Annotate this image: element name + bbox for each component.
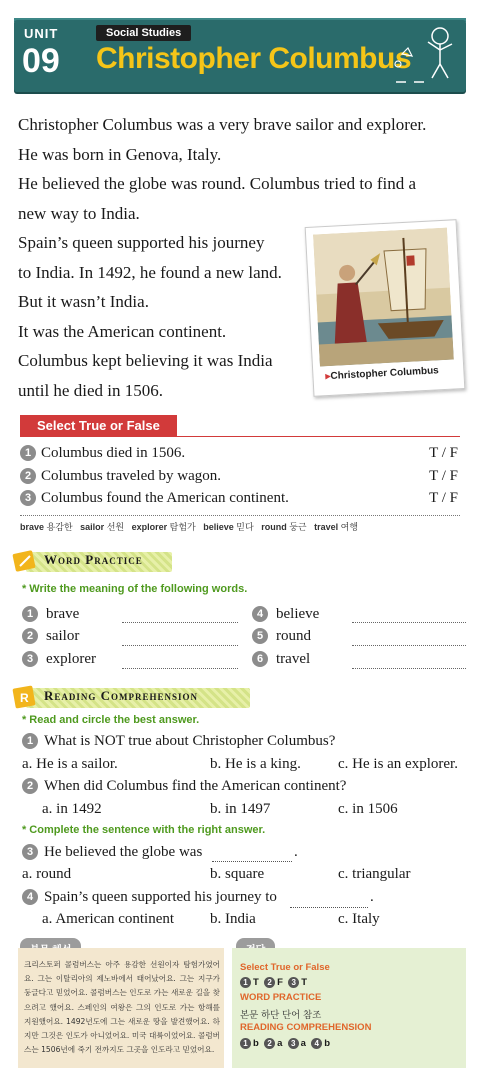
q4-period: . (370, 889, 374, 905)
wp-answer-line-4[interactable] (352, 622, 466, 623)
q3-option-c[interactable]: c. triangular (338, 866, 411, 882)
asterisk-icon: * (22, 824, 27, 836)
caption-arrow-icon: ▸ (325, 370, 331, 383)
question-2: 2 When did Columbus find the American continent? (22, 778, 346, 795)
reading-line-9: Columbus kept believing it was India (18, 351, 273, 370)
q4-option-c[interactable]: c. Italy (338, 911, 380, 927)
photo-caption: ▸Christopher Columbus (325, 365, 440, 383)
tf-choice[interactable]: T / F (429, 490, 458, 506)
true-false-divider (20, 436, 460, 437)
reading-comprehension-header (12, 684, 252, 710)
q3-blank[interactable] (212, 861, 292, 862)
rc-instruction-1: * Read and circle the best answer. (22, 714, 200, 726)
q2-option-c[interactable]: c. in 1506 (338, 801, 398, 817)
answer-rc-heading: READING COMPREHENSION (240, 1022, 372, 1033)
wp-answer-line-6[interactable] (352, 668, 466, 669)
word-practice-title: Word Practice (44, 552, 143, 567)
number-badge: 3 (20, 490, 36, 506)
q4-blank[interactable] (290, 907, 368, 908)
wp-item-4: 4 believe (252, 606, 319, 623)
q4-option-b[interactable]: b. India (210, 911, 256, 927)
wp-answer-line-5[interactable] (352, 645, 466, 646)
q2-option-b[interactable]: b. in 1497 (210, 801, 271, 817)
reading-line-10: until he died in 1506. (18, 381, 163, 400)
word-practice-header (12, 548, 172, 574)
wp-answer-line-3[interactable] (122, 668, 238, 669)
tf-item-3: 3 Columbus found the American continent. T / F (20, 490, 460, 507)
rc-instruction-2: * Complete the sentence with the right answer. (22, 824, 266, 836)
reading-line-4: new way to India. (18, 204, 140, 223)
answer-tf-heading: Select True or False (240, 962, 330, 973)
book-icon (12, 684, 38, 710)
q3-option-a[interactable]: a. round (22, 866, 72, 882)
tf-choice[interactable]: T / F (429, 468, 458, 484)
unit-label: UNIT (24, 26, 59, 41)
reading-comprehension-title: Reading Comprehension (44, 688, 199, 703)
page-title: Christopher Columbus (96, 42, 412, 75)
tf-choice[interactable]: T / F (429, 445, 458, 461)
subject-badge: Social Studies (96, 25, 191, 41)
q2-option-a[interactable]: a. in 1492 (42, 801, 102, 817)
reading-line-7: But it wasn’t India. (18, 292, 149, 311)
question-1: 1 What is NOT true about Christopher Columbus? (22, 733, 335, 750)
true-false-heading: Select True or False (20, 415, 177, 436)
question-4: 4 Spain’s queen supported his journey to (22, 889, 277, 906)
svg-text:R: R (20, 691, 29, 705)
number-badge: 2 (20, 468, 36, 484)
number-badge: 1 (20, 445, 36, 461)
q1-option-b[interactable]: b. He is a king. (210, 756, 301, 772)
q1-option-a[interactable]: a. He is a sailor. (22, 756, 118, 772)
stick-figure-icon (388, 24, 460, 86)
reading-line-8: It was the American continent. (18, 322, 227, 341)
reading-line-1: Christopher Columbus was a very brave sailor and explorer. (18, 115, 427, 134)
asterisk-icon: * (22, 714, 27, 726)
asterisk-icon: * (22, 583, 27, 595)
vocab-list: brave 용감한 sailor 선원 explorer 탐험가 believe 믿다 round 둥근 travel 여행 (20, 522, 359, 532)
question-3: 3 He believed the globe was (22, 844, 202, 861)
pencil-icon (12, 548, 38, 574)
answer-tf-list: 1 T 2 F 3 T (240, 977, 307, 988)
tf-item-1: 1 Columbus died in 1506. T / F (20, 445, 460, 462)
answer-wp-heading: WORD PRACTICE (240, 992, 322, 1003)
tf-item-2: 2 Columbus traveled by wagon. T / F (20, 468, 460, 485)
wp-answer-line-1[interactable] (122, 622, 238, 623)
answer-wp-note: 본문 하단 단어 참조 (240, 1010, 322, 1021)
q1-option-c[interactable]: c. He is an explorer. (338, 756, 458, 772)
columbus-illustration (313, 228, 454, 367)
reading-line-6: to India. In 1492, he found a new land. (18, 263, 282, 282)
wp-item-5: 5 round (252, 628, 311, 645)
wp-item-2: 2 sailor (22, 628, 79, 645)
columbus-photo (305, 219, 466, 397)
wp-answer-line-2[interactable] (122, 645, 238, 646)
q3-period: . (294, 844, 298, 860)
vocab-divider (20, 515, 460, 516)
reading-line-5: Spain’s queen supported his journey (18, 233, 265, 252)
q4-option-a[interactable]: a. American continent (42, 911, 175, 927)
wp-item-6: 6 travel (252, 651, 310, 668)
translation-text: 크리스토퍼 콜럼버스는 아주 용감한 선원이자 탐험가였어요. 그는 이탈리아의 제노바에서 태어났어요. 그는 지구가 둥글다고 믿었어요. 콜럼버스는 인도로 가는 새로운 길을 찾으려고 했어요. 스페인의 여왕은 그의 인도로 가는 항해를 지원했어요. 1492년도에 그는 새로운 땅을 발견했어요. 하지만 그것은 인도가 아니었어요. 미국 대륙이었어요. 콜럼버스는 1506년에 죽기 전까지도 그곳을 인도라고 믿었어요. (24, 960, 220, 1055)
reading-line-2: He was born in Genova, Italy. (18, 145, 222, 164)
wp-item-1: 1 brave (22, 606, 79, 623)
word-practice-instruction: * Write the meaning of the following words. (22, 583, 248, 595)
reading-line-3: He believed the globe was round. Columbus tried to find a (18, 174, 416, 193)
q3-option-b[interactable]: b. square (210, 866, 265, 882)
wp-item-3: 3 explorer (22, 651, 96, 668)
unit-number: 09 (22, 42, 60, 80)
answer-rc-list: 1 b 2 a 3 a 4 b (240, 1038, 330, 1049)
